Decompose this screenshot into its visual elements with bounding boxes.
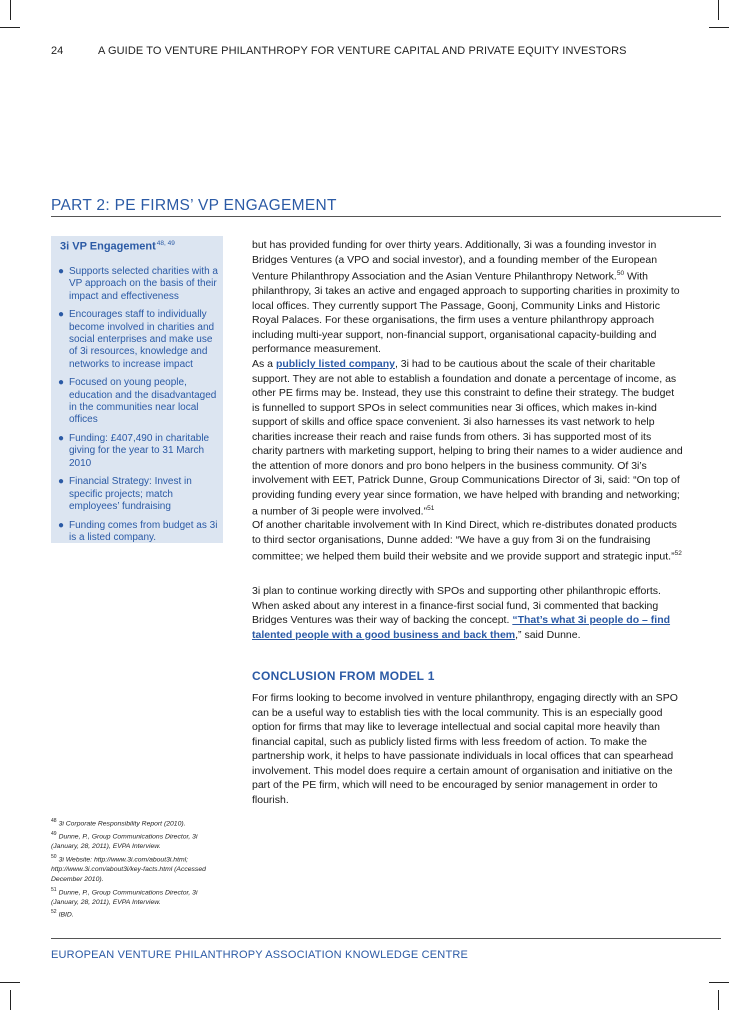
p3-text: Of another charitable involvement with In Kind Direct, which re-distributes donated products to third sector organisations, Dunne added: “We have a guy from 3i on the fundraising committee; we helped them build their website and we provide support and strategic input.” <box>252 519 677 563</box>
sidebar-item-text: Encourages staff to individually become involved in charities and social enterprises and make use of 3i resources, knowledge and networks to increase impact <box>69 309 215 370</box>
sidebar-item <box>54 433 220 470</box>
sidebar-item-text: Supports selected charities with a VP approach on the basis of their impact and effectiveness <box>69 266 218 302</box>
footnote <box>51 830 223 852</box>
crop-mark-top-right-h <box>709 27 729 28</box>
footnote-text: Dunne, P., Group Communications Director, 3i (January, 28, 2011), EVPA Interview. <box>51 888 198 906</box>
sidebar-heading-text: 3i VP Engagement <box>60 240 156 253</box>
footer-title: EUROPEAN VENTURE PHILANTHROPY ASSOCIATION KNOWLEDGE CENTRE <box>51 949 469 961</box>
crop-mark-bottom-right-h <box>709 982 729 983</box>
page-number: 24 <box>51 45 64 57</box>
p4-end: ,” said Dunne. <box>515 628 581 641</box>
p2-text: , 3i had to be cautious about the scale of their charitable support. They are not able to establish a foundation and donate a percentage of income, as other PE firms may be. Instead, they use this constraint to define their strategy. The budget is funnelled to support SPOs in select communities near 3i offices, which makes in-kind support of skills and office space convenient. 3i also harnesses its vast network to help charities increase their reach and raise funds from others. 3i has supported most of its charity partners with marketing support, helping to bring their names to a wider audience and the attention of more donors and pro bono helpers in the business community. Of 3i’s involvement with EET, Patrick Dunne, Group Communications Director of 3i, said: “On top of providing funding every year since formation, we have helped with branding and networking; a number of 3i people were involved.” <box>252 358 683 518</box>
sidebar-item <box>54 520 220 545</box>
footnote-number: 50 <box>51 853 57 860</box>
footnote <box>51 886 223 908</box>
p4-text: 3i plan to continue working directly with SPOs and supporting other philanthropic efforts. When asked about any interest in a finance-first social fund, 3i commented that backing Bridges Ventures was their way of backing the concept. <box>252 585 661 626</box>
footnote-number: 49 <box>51 831 57 838</box>
part-title-rule <box>51 216 721 217</box>
body-paragraph-4 <box>252 584 684 642</box>
bullet-icon: ● <box>58 476 65 488</box>
footnote-number: 48 <box>51 818 57 824</box>
part-title: PART 2: PE FIRMS’ VP ENGAGEMENT <box>51 197 337 214</box>
sidebar-heading <box>60 240 175 253</box>
bullet-icon: ● <box>58 266 65 277</box>
conclusion-heading: CONCLUSION FROM MODEL 1 <box>252 669 435 683</box>
sidebar-heading-refs: 48, 49 <box>156 240 175 247</box>
sidebar-item <box>54 377 220 426</box>
footnote-text: IBID. <box>58 911 74 919</box>
sidebar-list <box>54 266 220 551</box>
footnote <box>51 817 223 829</box>
crop-mark-top-right-v <box>718 0 719 20</box>
p2-lead: As a <box>252 358 276 370</box>
body-paragraph-3 <box>252 518 684 564</box>
bullet-icon: ● <box>58 433 65 445</box>
body-paragraph-1 <box>252 238 684 357</box>
footnote-text: Dunne, P., Group Communications Director, 3i (January, 28, 2011), EVPA Interview. <box>51 833 198 851</box>
quote-link[interactable]: “That’s what 3i people do – find talented people with a good business and back them <box>252 614 671 641</box>
bullet-icon: ● <box>58 377 65 389</box>
footnote <box>51 853 223 885</box>
footnote-text: 3i Website: http://www.3i.com/about3i.html; http://www.3i.com/about3i/key-facts.html (Accessed December 2010). <box>51 856 206 883</box>
sidebar-item <box>54 309 220 370</box>
footnote-number: 52 <box>51 909 57 916</box>
running-header-title: A GUIDE TO VENTURE PHILANTHROPY FOR VENTURE CAPITAL AND PRIVATE EQUITY INVESTORS <box>98 45 627 57</box>
bullet-icon: ● <box>58 309 65 321</box>
bullet-icon: ● <box>58 519 65 531</box>
sidebar-item <box>54 476 220 513</box>
publicly-listed-link[interactable]: publicly listed company <box>275 358 395 370</box>
body-paragraph-2 <box>252 357 684 519</box>
footnotes <box>51 817 223 922</box>
footnote <box>51 908 223 920</box>
crop-mark-bottom-right-v <box>718 990 719 1010</box>
sidebar-item-text: Focused on young people, education and the disadvantaged in the communities near local offices <box>69 377 217 426</box>
crop-mark-top-left-v <box>10 0 11 20</box>
sidebar-item-text: Financial Strategy: Invest in specific projects; match employees’ fundraising <box>69 476 192 513</box>
footnote-number: 51 <box>51 886 57 893</box>
p2-ref: 51 <box>427 505 435 512</box>
p1-ref: 50 <box>616 270 625 277</box>
body-paragraph-5 <box>252 691 684 807</box>
p3-ref: 52 <box>674 550 682 557</box>
footnote-text: 3i Corporate Responsibility Report (2010). <box>58 820 186 828</box>
sidebar-item-text: Funding: £407,490 in charitable giving for the year to 31 March 2010 <box>69 433 210 469</box>
crop-mark-bottom-left-h <box>0 982 20 983</box>
crop-mark-bottom-left-v <box>10 990 11 1010</box>
p1-continued: With philanthropy, 3i takes an active and engaged approach to supporting charities in proximity to local offices. They currently support The Passage, Goonj, Community Links and Historic Royal Palaces. For these organisations, the firm uses a venture philanthropy approach including multi-year support, non-financial support, organisational capacity-building and performance measurement. <box>252 270 680 355</box>
p5-text: For firms looking to become involved in venture philanthropy, engaging directly with an SPO can be a useful way to establish ties with the local community. This is an especially good option for firms that may like to leverage intellectual and social capital more heavily than financial capital, such as publicly listed firms with less freedom of action. To make the partnership work, it helps to have passionate individuals in local offices that can spearhead involvement. This model does require a certain amount of organisation and initiative on the part of the PE firm, which will need to be encouraged by senior management in order to flourish. <box>252 692 678 806</box>
sidebar-item-text: Funding comes from budget as 3i is a listed company. <box>69 519 218 544</box>
crop-mark-top-left-h <box>0 27 20 28</box>
sidebar-item <box>54 266 220 303</box>
p1-text: but has provided funding for over thirty years. Additionally, 3i was a founding investor in Bridges Ventures (a VPO and social investor), and a founding member of the European Venture Philanthropy Association and the Asian Venture Philanthropy Network. <box>252 239 658 283</box>
footer-rule <box>51 938 721 939</box>
